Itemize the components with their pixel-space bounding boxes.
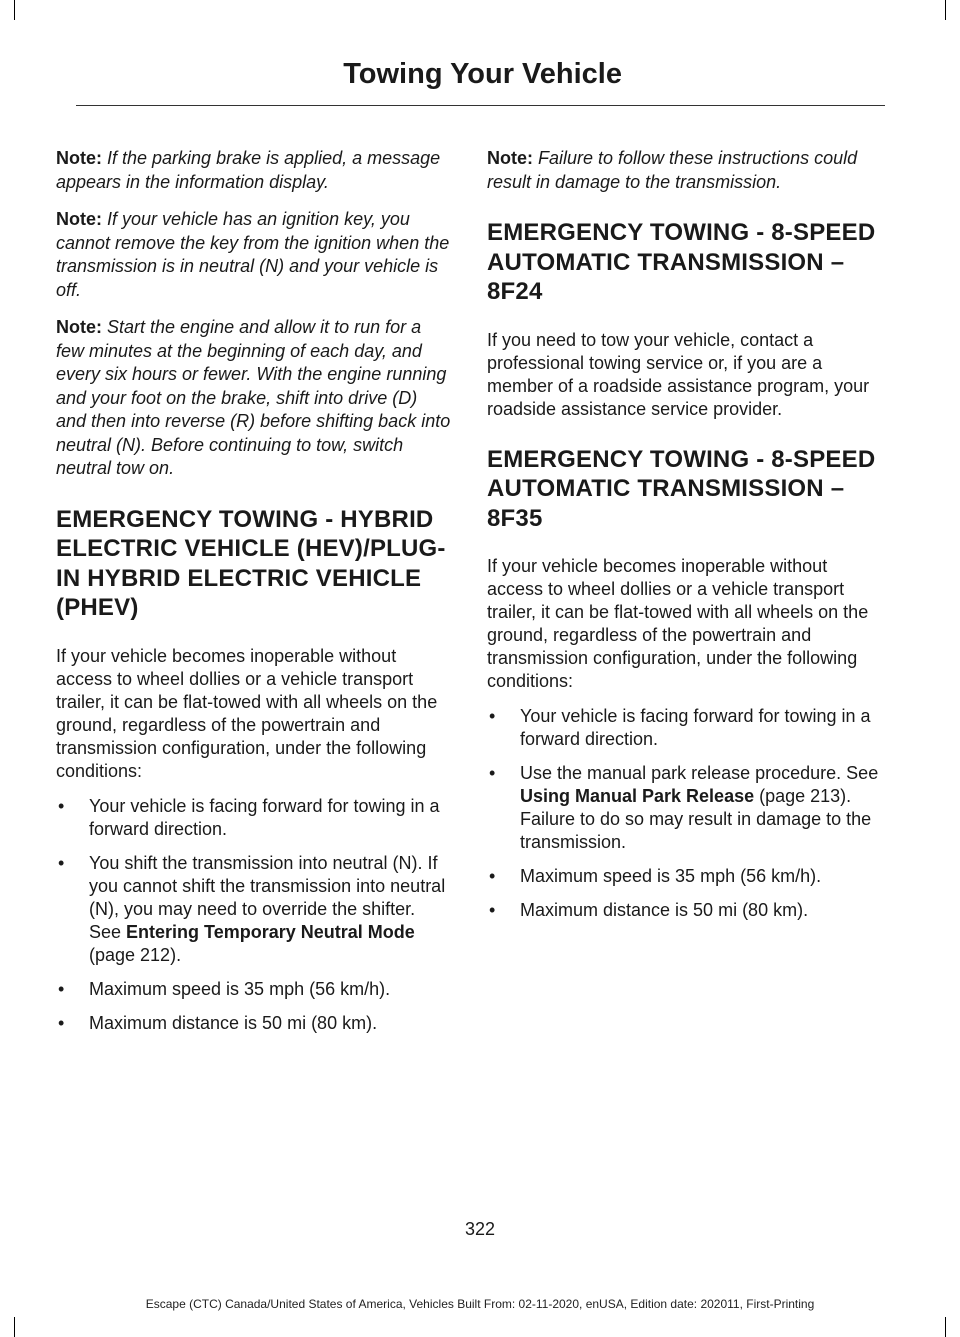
note-label: Note: [56, 148, 102, 168]
note-label: Note: [487, 148, 533, 168]
bullet-icon: • [489, 866, 496, 886]
bullet-icon: • [489, 900, 496, 920]
bullet-icon: • [489, 763, 496, 783]
hev-conditions-list [56, 795, 451, 1035]
note-text: Start the engine and allow it to run for a few minutes at the beginning of each day, and every six hours or fewer. With the engine running and your foot on the brake, shift into drive (D) and then into reverse (R) before shifting back into neutral (N). Before continuing to tow, switch neutral tow on. [56, 317, 451, 478]
8f35-intro-paragraph: If your vehicle becomes inoperable without access to wheel dollies or a vehicle transport trailer, it can be flat-towed with all wheels on the ground, regardless of the powertrain and transmission configuration, under the following conditions: [487, 556, 869, 691]
footer-edition-info: Escape (CTC) Canada/United States of America, Vehicles Built From: 02-11-2020, enUSA, Edition date: 202011, First-Printing [145, 1297, 815, 1311]
bullet-icon: • [58, 795, 65, 816]
list-item: • Maximum distance is 50 mi (80 km). [489, 900, 809, 920]
heading-emergency-towing-8f24: EMERGENCY TOWING - 8-SPEED AUTOMATIC TRANSMISSION – 8F24 [487, 219, 876, 305]
note-label: Note: [56, 317, 102, 337]
note-ignition-key [56, 208, 451, 302]
link-using-manual-park-release[interactable]: Using Manual Park Release [520, 786, 755, 806]
right-column [487, 147, 882, 933]
crop-mark-bottom-right [945, 1317, 946, 1337]
bullet-icon: • [489, 706, 496, 726]
crop-mark-top-right [945, 0, 946, 20]
list-item: • Use the manual park release procedure. See Using Manual Park Release (page 213). Failure to do so may result in damage to the transmission. [489, 763, 879, 852]
note-label: Note: [56, 209, 102, 229]
heading-emergency-towing-8f35: EMERGENCY TOWING - 8-SPEED AUTOMATIC TRANSMISSION – 8F35 [487, 445, 876, 532]
page-number: 322 [464, 1219, 496, 1239]
8f24-paragraph: If you need to tow your vehicle, contact a professional towing service or, if you are a member of a roadside assistance program, your roadside assistance service provider. [487, 329, 870, 419]
note-text: If the parking brake is applied, a message appears in the information display. [56, 148, 441, 192]
hev-intro-paragraph: If your vehicle becomes inoperable without access to wheel dollies or a vehicle transport trailer, it can be flat-towed with all wheels on the ground, regardless of the powertrain and transmission configuration, under the following conditions: [56, 645, 438, 781]
list-item: • Maximum speed is 35 mph (56 km/h). [489, 866, 822, 886]
note-text: If your vehicle has an ignition key, you cannot remove the key from the ignition when the transmission is in neutral (N) and your vehicle is off. [56, 209, 450, 300]
crop-mark-bottom-left [14, 1317, 15, 1337]
link-entering-temporary-neutral-mode[interactable]: Entering Temporary Neutral Mode [126, 921, 415, 942]
note-failure-to-follow [487, 147, 882, 194]
bullet-icon: • [58, 978, 65, 999]
note-parking-brake [56, 147, 451, 194]
note-text: Failure to follow these instructions could result in damage to the transmission. [487, 148, 858, 192]
header-divider [76, 105, 885, 106]
page-title: Towing Your Vehicle [343, 58, 622, 90]
list-item: • Your vehicle is facing forward for towing in a forward direction. [58, 795, 440, 839]
note-start-engine [56, 316, 451, 481]
list-item: • Your vehicle is facing forward for towing in a forward direction. [489, 706, 871, 749]
list-item: • Maximum speed is 35 mph (56 km/h). [58, 978, 391, 999]
left-column [56, 147, 451, 1046]
crop-mark-top-left [14, 0, 15, 20]
bullet-icon: • [58, 852, 65, 873]
list-item: • Maximum distance is 50 mi (80 km). [58, 1012, 378, 1033]
heading-emergency-towing-hev-phev: EMERGENCY TOWING - HYBRID ELECTRIC VEHICLE (HEV)/PLUG-IN HYBRID ELECTRIC VEHICLE (PHEV) [56, 505, 446, 621]
bullet-icon: • [58, 1012, 65, 1033]
8f35-conditions-list [487, 705, 882, 922]
list-item: • You shift the transmission into neutral (N). If you cannot shift the transmission into neutral (N), you may need to override the shifter. See Entering Temporary Neutral Mode (page 212). [58, 852, 446, 965]
